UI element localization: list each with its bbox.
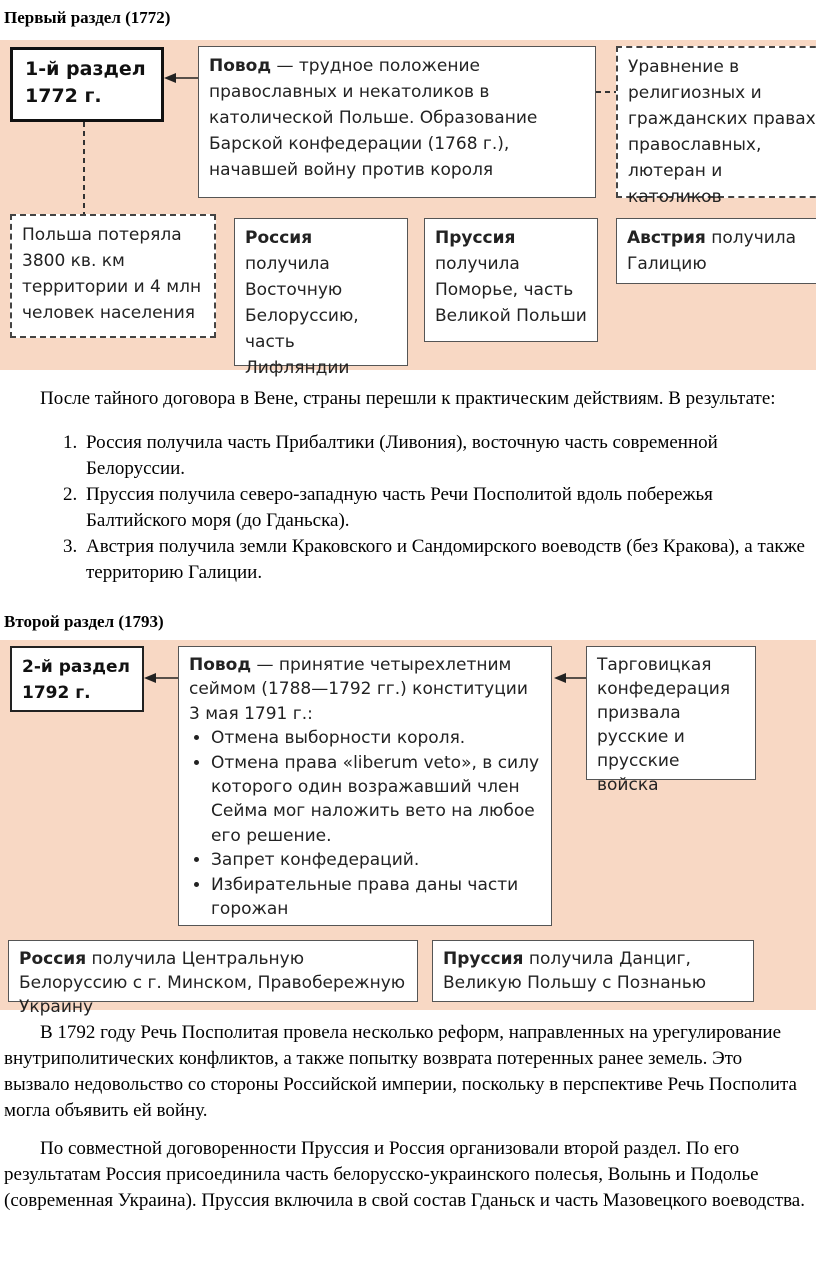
- prussia2-label: Пруссия: [443, 949, 524, 969]
- prussia1-box: [424, 218, 598, 342]
- prussia2-text: получила Данциг, Великую Польшу с Познанью: [443, 949, 707, 993]
- reason1-label: Повод: [209, 56, 272, 76]
- text2-para1: В 1792 году Речь Посполитая провела несколько реформ, направленных на урегулирование внутриполитических конфликтов, а также попытку возврата потеренных ранее земель. Это вызвало недовольство со стороны Российской империи, поскольку в перспективе Речь Посполита могла объявить ей войну.: [4, 1022, 797, 1121]
- russia1-box: [234, 218, 408, 378]
- section1-title: Первый раздел (1772): [4, 8, 171, 27]
- second-partition-box: [10, 646, 144, 712]
- equal-rights-box: [616, 46, 816, 207]
- reason2-box: [178, 646, 552, 926]
- austria1-label: Австрия: [627, 228, 706, 248]
- reason2-text: — принятие четырехлетним сеймом (1788—1792 гг.) конституции 3 мая 1791 г.:: [189, 655, 528, 724]
- text2-block: [4, 1020, 810, 1214]
- prussia1-label: Пруссия: [435, 228, 516, 248]
- list-item: • Избирательные права даны части горожан: [211, 873, 541, 922]
- russia1-label: Россия: [245, 228, 313, 248]
- list-item: 3. Австрия получила земли Краковского и Сандомирского воеводств (без Кракова), а также территорию Галиции.: [82, 534, 810, 586]
- reason1-box: [198, 46, 596, 198]
- text1-list: [4, 430, 810, 586]
- first-partition-label: 1-й раздел 1772 г.: [25, 58, 146, 107]
- reason2-bullets: [189, 726, 541, 921]
- reason2-label: Повод: [189, 655, 252, 675]
- poland-lost-text: Польша потеряла 3800 кв. км территории и 4 млн человек населения: [22, 225, 202, 323]
- list-item: 1. Россия получила часть Прибалтики (Ливония), восточную часть современной Белоруссии.: [82, 430, 810, 482]
- list-item: • Запрет конфедераций.: [211, 848, 541, 872]
- russia2-label: Россия: [19, 949, 87, 969]
- targovica-box: [586, 646, 756, 795]
- austria1-text: получила Галицию: [627, 228, 797, 274]
- text1-intro: После тайного договора в Вене, страны перешли к практическим действиям. В результате:: [40, 388, 776, 409]
- russia1-text: получила Восточную Белоруссию, часть Лифляндии: [245, 254, 359, 378]
- prussia1-text: получила Поморье, часть Великой Польши: [435, 254, 587, 326]
- prussia2-box: [432, 940, 754, 1002]
- austria1-box: [616, 218, 816, 284]
- first-partition-box: [10, 47, 164, 122]
- reason1-text: — трудное положение православных и некатоликов в католической Польше. Образование Барской конфедерации (1768 г.), начавшей войну против короля: [209, 56, 538, 180]
- section2-title: Второй раздел (1793): [4, 612, 164, 631]
- list-item: • Отмена выборности короля.: [211, 726, 541, 750]
- russia2-box: [8, 940, 418, 1017]
- poland-lost-box: [10, 214, 216, 338]
- text2-para2: По совместной договоренности Пруссия и Россия организовали второй раздел. По его результатам Россия присоединила часть белорусско-украинского полесья, Волынь и Подолье (современная Украина). Пруссия включила в свой состав Гданьск и часть Мазовецкого воеводства.: [4, 1138, 805, 1211]
- russia2-text: получила Центральную Белоруссию с г. Минском, Правобережную Украину: [19, 949, 406, 1017]
- second-partition-label: 2-й раздел 1792 г.: [22, 657, 130, 703]
- list-item: 2. Пруссия получила северо-западную часть Речи Посполитой вдоль побережья Балтийского моря (до Гданьска).: [82, 482, 810, 534]
- list-item: • Отмена права «liberum veto», в силу которого один возражавший член Сейма мог наложить вето на любое его решение.: [211, 751, 541, 849]
- targovica-text: Тарговицкая конфедерация призвала русские и прусские войска: [597, 655, 731, 795]
- equal-rights-text: Уравнение в религиозных и гражданских правах православных, лютеран и католиков: [628, 57, 816, 207]
- text1-block: [4, 386, 810, 586]
